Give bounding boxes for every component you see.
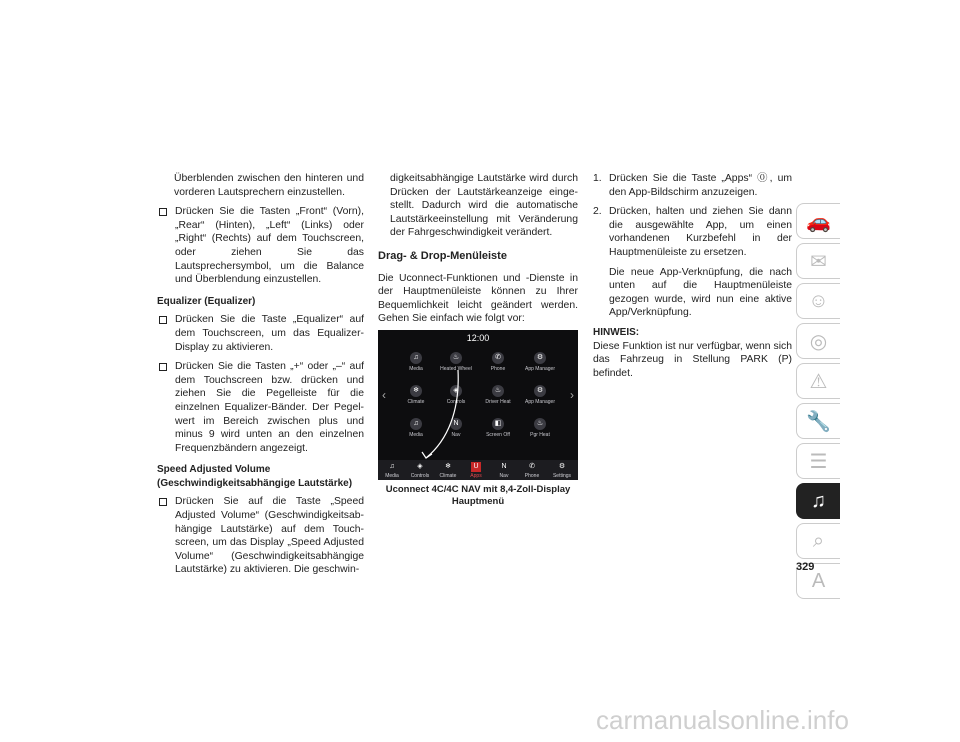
bar-settings: ⚙ Settings	[552, 463, 572, 479]
continued-paragraph: digkeitsabhängige Lautstärke wird durch Drücken der Lautstärkeanzeige eingestellt. Dadurch wird die automatische Lautstärkeeinstellung mit Veränderung der Fahrgeschwindigkeit verändert.	[390, 173, 578, 239]
page-number: 329	[796, 561, 815, 573]
car-info-icon[interactable]: 🚗	[796, 203, 840, 239]
steering-wheel-icon[interactable]: ◎	[796, 323, 840, 359]
bullet-speed-volume: Drücken Sie auf die Taste „Speed Adjusted Volume“ (Geschwindigkeitsabhängige Lautstärke) auf dem Touchscreen, um das Display „Speed Adjusted Volume“ (Geschwindigkeitsabhängige Lautstärke) zu aktivieren. Die geschwin-	[157, 495, 364, 577]
music-icon: ♫	[410, 352, 422, 364]
bullet-eq-bands: Drücken Sie die Tasten „+“ oder „–“ auf dem Touchscreen bzw. drücken und ziehen Sie die Pegelleiste für die einzelnen Equalizer-Bänder. Der Pegelwert im Bereich zwischen plus und minus 9 wird unten an den einzelnen Frequenzbändern angezeigt.	[157, 360, 364, 455]
bar-nav: N Nav	[499, 463, 509, 479]
tile-controls: ◈ Controls	[446, 387, 466, 405]
heading-equalizer: Equalizer (Equalizer)	[157, 295, 256, 307]
screen-clock: 12:00	[466, 333, 490, 343]
heading-speed-volume: Speed Adjusted Volume (Geschwindigkeitsabhängige Lautstärke)	[157, 464, 353, 489]
music-icon: ♫	[389, 463, 395, 470]
bullet-box-icon	[159, 208, 167, 216]
tile-app-manager-2: ⚙ App Manager	[524, 387, 556, 405]
climate-icon: ❄	[445, 463, 451, 470]
gear-icon: ⚙	[558, 463, 566, 470]
column-left	[157, 172, 364, 583]
uconnect-screenshot	[378, 330, 578, 480]
list-icon[interactable]: ☰	[796, 443, 840, 479]
main-menu-bar	[378, 460, 578, 480]
bar-media: ♫ Media	[385, 463, 399, 479]
tile-screen-off: ◧ Screen Off	[486, 420, 510, 438]
right-arrow-icon: ›	[570, 388, 574, 402]
mail-safety-icon[interactable]: ✉	[796, 243, 840, 279]
phone-icon: ✆	[529, 463, 535, 470]
seat-heat-icon: ♨	[492, 385, 504, 397]
tile-phone: ✆ Phone	[490, 354, 506, 372]
column-middle	[378, 172, 578, 332]
tile-driver-heat: ♨ Driver Heat	[485, 387, 511, 405]
compass-icon: N	[501, 463, 507, 470]
column-right	[593, 172, 792, 386]
music-icon: ♫	[410, 418, 422, 430]
hinweis-label: HINWEIS:	[593, 326, 640, 338]
bullet-box-icon	[159, 498, 167, 506]
watermark: carmanualsonline.info	[596, 705, 849, 735]
bar-controls: ◈ Controls	[410, 463, 430, 479]
controls-icon: ◈	[417, 463, 423, 470]
left-arrow-icon: ‹	[382, 388, 386, 402]
heading-drag-drop: Drag- & Drop-Menüleiste	[378, 249, 507, 262]
search-icon[interactable]: ⌕	[796, 523, 840, 559]
bullet-balance: Drücken Sie die Tasten „Front“ (Vorn), „Rear“ (Hinten), „Left“ (Links) oder „Right“ (Rechts) auf dem Touchscreen, oder ziehen Sie das Lautsprechersymbol, um die Balance und Überblendung einzustellen.	[157, 205, 364, 287]
phone-icon: ✆	[492, 352, 504, 364]
bar-phone: ✆ Phone	[524, 463, 540, 479]
figure-caption: Uconnect 4C/4C NAV mit 8,4-Zoll-Display Hauptmenü	[385, 484, 571, 507]
multimedia-icon[interactable]: ♫	[796, 483, 840, 519]
screen-off-icon: ◧	[492, 418, 504, 430]
seat-heat-icon: ♨	[534, 418, 546, 430]
intro-paragraph: Überblenden zwischen den hinteren und vorderen Lautsprechern einzustellen.	[174, 173, 364, 198]
climate-icon: ❄	[410, 385, 422, 397]
tile-pgr-heat: ♨ Pgr Heat	[530, 420, 550, 438]
compass-icon: N	[450, 418, 462, 430]
drag-arrow-icon	[378, 330, 578, 480]
tile-nav: N Nav	[451, 420, 461, 438]
controls-icon: ◈	[450, 385, 462, 397]
step-2: 2. Drücken, halten und ziehen Sie dann die ausgewählte App, um einen vorhandenen Kurzbefehl in der Hauptmenüleiste zu ersetzen.	[593, 206, 792, 258]
hinweis-text: Diese Funktion ist nur verfügbar, wenn sich das Fahrzeug in Stellung PARK (P) befindet.	[593, 340, 792, 379]
crash-icon[interactable]: ⚠	[796, 363, 840, 399]
step-2-note: Die neue App-Verknüpfung, die nach unten auf die Hauptmenüleiste gezogen wurde, wird nun eine aktive App/Verknüpfung.	[609, 266, 792, 319]
bullet-equalizer: Drücken Sie die Taste „Equalizer“ auf dem Touchscreen, um das Equalizer-Display zu aktivieren.	[157, 313, 364, 354]
drag-drop-paragraph: Die Uconnect-Funktionen und -Dienste in der Hauptmenüleiste können zu Ihrer Bequemlichkeit leicht geändert werden. Gehen Sie einfach wie folgt vor:	[378, 272, 578, 325]
airbag-icon[interactable]: ☺	[796, 283, 840, 319]
apps-icon: U	[471, 462, 481, 472]
bullet-box-icon	[159, 363, 167, 371]
bar-apps: U Apps	[470, 463, 482, 479]
tile-media: ♫ Media	[409, 354, 423, 372]
app-manager-icon: ⚙	[534, 352, 546, 364]
tile-climate: ❄ Climate	[407, 387, 425, 405]
tile-heated-wheel: ♨ Heated Wheel	[440, 354, 472, 372]
language-icon[interactable]: A	[796, 563, 840, 599]
tile-media-2: ♫ Media	[409, 420, 423, 438]
chapter-tabs	[796, 203, 840, 603]
bar-climate: ❄ Climate	[439, 463, 457, 479]
bullet-box-icon	[159, 316, 167, 324]
heated-wheel-icon: ♨	[450, 352, 462, 364]
app-manager-icon: ⚙	[534, 385, 546, 397]
car-service-icon[interactable]: 🔧	[796, 403, 840, 439]
tile-app-manager: ⚙ App Manager	[524, 354, 556, 372]
step-1: 1. Drücken Sie die Taste „Apps“ ⓪, um den App-Bildschirm anzuzeigen.	[593, 173, 792, 198]
